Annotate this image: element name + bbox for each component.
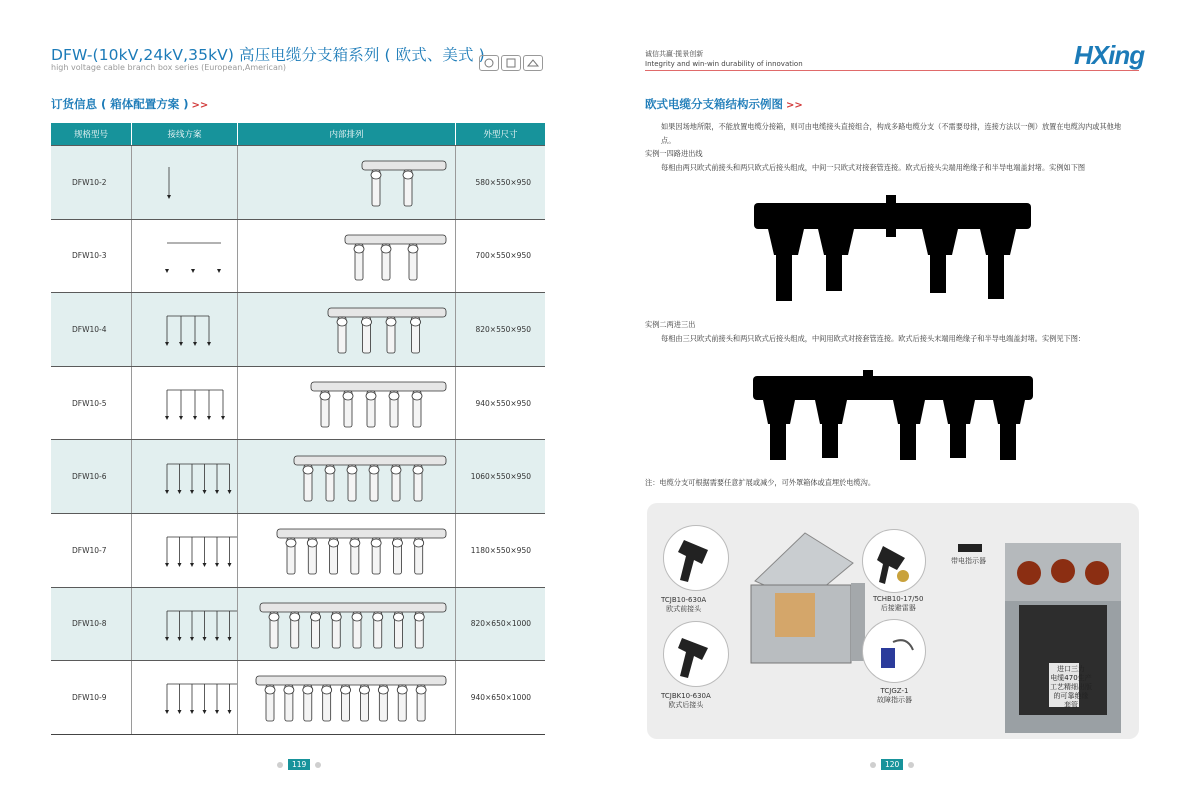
page-number: 120: [881, 759, 903, 770]
arrow-head: [177, 490, 181, 494]
arrow-head: [202, 637, 206, 641]
arrow-head: [165, 490, 169, 494]
table-row: [51, 292, 545, 366]
arrester-photo: [862, 529, 926, 593]
model-cell: DFW10-5: [51, 367, 132, 440]
connector-head: [325, 466, 335, 474]
indicator-device-icon: [957, 541, 983, 555]
page-number-left: [277, 759, 321, 770]
arrow-head: [227, 490, 231, 494]
model-cell: DFW10-8: [51, 588, 132, 661]
model-cell: DFW10-6: [51, 440, 132, 513]
connector-head: [412, 392, 422, 400]
arrow-head: [191, 269, 195, 273]
layout-cell: [238, 440, 456, 513]
intro-text: [645, 120, 1135, 174]
certification-icons: [479, 55, 543, 71]
section-title-ordering: [51, 96, 208, 112]
dimension-cell: 580×550×950: [475, 177, 531, 187]
arrow-head: [177, 637, 181, 641]
caption-line: TCJBK10-630A: [661, 692, 711, 700]
connector-head: [414, 613, 424, 621]
arrow-head: [190, 637, 194, 641]
connector-head: [369, 466, 379, 474]
wiring-cell: [132, 588, 238, 661]
layout-cell: [238, 588, 456, 661]
table-row: [51, 145, 545, 219]
dimension-cell: 1180×550×950: [470, 545, 531, 555]
caption-line: TCJGZ-1: [880, 687, 909, 695]
table-row: [51, 366, 545, 440]
arrow-head: [215, 490, 219, 494]
caption-line: 欧式后接头: [668, 701, 704, 709]
internal-layout-drawing: [242, 223, 452, 289]
internal-layout-drawing: [242, 149, 452, 215]
connector-head: [352, 613, 362, 621]
page-number: 119: [288, 759, 310, 770]
wiring-diagram: [133, 304, 237, 354]
layout-cell: [238, 367, 456, 440]
arrow-head: [215, 637, 219, 641]
model-cell: DFW10-9: [51, 661, 132, 734]
page-title: DFW-(10kV,24kV,35kV) 高压电缆分支箱系列 ( 欧式、美式 ): [51, 46, 485, 64]
dimension-cell: 700×550×950: [475, 251, 531, 261]
connector-head: [359, 686, 369, 694]
example1-desc: 每相由两只欧式前接头和两只欧式后接头组成，中间一只欧式对接套管连接。欧式后接头尖端用绝缘子和半导电端盖封堵。实例如下图: [661, 162, 1086, 172]
wiring-cell: [132, 440, 238, 513]
dimension-cell: 820×550×950: [475, 324, 531, 334]
arrow-head: [202, 490, 206, 494]
page-dot: [315, 762, 321, 768]
slogan-cn: 诚信共赢·揽景创新: [645, 50, 704, 58]
left-page: [0, 0, 595, 808]
busbar: [256, 676, 446, 685]
arrow-head: [165, 342, 169, 346]
header-divider: [645, 70, 1139, 71]
section-title-text: 欧式电缆分支箱结构示例图: [645, 97, 783, 111]
internal-layout-drawing: [242, 664, 452, 730]
connector-head: [303, 466, 313, 474]
arrow-head: [193, 416, 197, 420]
wiring-diagram: [133, 452, 237, 502]
product-photo-collage: [647, 503, 1139, 739]
header-wiring: 接线方案: [132, 123, 238, 145]
connector-head: [307, 539, 317, 547]
arrow-head: [221, 416, 225, 420]
note-text: 注：电缆分支可根据需要任意扩展或减少，可外罩箱体或直埋於电缆沟。: [645, 478, 876, 487]
arrow-head: [190, 490, 194, 494]
arrow-head: [177, 710, 181, 714]
page-dot: [277, 762, 283, 768]
caption-line: 电缆470生产: [1050, 674, 1092, 682]
example2-desc: 每相由三只欧式前接头和两只欧式后接头组成，中间用欧式对接套管连接。欧式后接头末端用绝缘子和半导电端盖封堵。实例见下图：: [661, 333, 1086, 343]
busbar: [345, 235, 446, 244]
example2-diagram: [753, 370, 1033, 464]
header-layout: 内部排列: [238, 123, 456, 145]
table-row: [51, 587, 545, 661]
header-model: 规格型号: [51, 123, 132, 145]
arrow-head: [165, 416, 169, 420]
page-subtitle: high voltage cable branch box series (European,American): [51, 63, 287, 72]
connector-head: [328, 539, 338, 547]
connector-head: [366, 392, 376, 400]
connector-head: [269, 613, 279, 621]
busbar: [294, 456, 446, 465]
table-header: [51, 123, 545, 145]
wiring-diagram: [133, 157, 237, 207]
connector-head: [283, 686, 293, 694]
busbar: [328, 308, 446, 317]
caption-line: TCJB10-630A: [661, 596, 707, 604]
wiring-cell: [132, 293, 238, 366]
arrow-head: [177, 563, 181, 567]
caption-line: 进口三力: [1057, 665, 1085, 673]
arrow-head: [167, 195, 171, 199]
connector-head: [337, 318, 347, 326]
connector-head: [340, 686, 350, 694]
wiring-cell: [132, 661, 238, 734]
arrow-head: [193, 342, 197, 346]
connector-head: [371, 171, 381, 179]
dimension-cell: 820×650×1000: [470, 619, 531, 629]
connector-head: [393, 613, 403, 621]
section-title-text: 订货信息 ( 箱体配置方案 ): [51, 97, 189, 111]
wiring-cell: [132, 514, 238, 587]
connector-head: [403, 171, 413, 179]
connector-head: [413, 466, 423, 474]
wiring-diagram: [133, 672, 237, 722]
busbar: [277, 529, 446, 538]
caption-line: 的可靠绝缘: [1053, 692, 1089, 700]
connector-head: [410, 318, 420, 326]
layout-cell: [238, 514, 456, 587]
certification-icon: [479, 55, 499, 71]
dimension-cell: 940×650×1000: [470, 692, 531, 702]
model-cell: DFW10-7: [51, 514, 132, 587]
dimension-cell: 940×550×950: [475, 398, 531, 408]
layout-cell: [238, 661, 456, 734]
arrow-head: [190, 563, 194, 567]
connector-head: [386, 318, 396, 326]
connector-head: [354, 245, 364, 253]
connector-head: [372, 613, 382, 621]
arrow-head: [217, 269, 221, 273]
connector-head: [389, 392, 399, 400]
table-row: [51, 513, 545, 587]
model-cell: DFW10-2: [51, 146, 132, 219]
layout-cell: [238, 220, 456, 293]
caption-line: TCHB10-17/50: [873, 595, 924, 603]
connector-head: [310, 613, 320, 621]
wiring-cell: [132, 367, 238, 440]
section-arrows: >>: [786, 100, 803, 111]
certification-icon: [523, 55, 543, 71]
section-title-structure: [645, 96, 803, 112]
front-connector-photo: [663, 525, 729, 591]
connector-head: [289, 613, 299, 621]
caption-line: 工艺精细出版: [1050, 683, 1092, 691]
front-connector-caption: [661, 596, 706, 614]
rear-connector-caption: [661, 692, 711, 710]
arrow-head: [190, 710, 194, 714]
connector-head: [361, 318, 371, 326]
connector-head: [408, 245, 418, 253]
fault-indicator-photo: [862, 619, 926, 683]
page-number-right: [870, 759, 914, 770]
arrow-head: [165, 563, 169, 567]
internal-layout-drawing: [242, 370, 452, 436]
certification-icon: [501, 55, 521, 71]
connector-head: [378, 686, 388, 694]
arrow-head: [202, 710, 206, 714]
example2-text: [645, 318, 1135, 345]
arrow-head: [215, 563, 219, 567]
arrow-head: [165, 269, 169, 273]
table-row: [51, 439, 545, 513]
inside-caption: [1050, 665, 1092, 710]
arrow-head: [227, 710, 231, 714]
connector-head: [392, 539, 402, 547]
arrow-head: [207, 342, 211, 346]
connector-head: [397, 686, 407, 694]
connector-head: [349, 539, 359, 547]
arrow-head: [215, 710, 219, 714]
fault-indicator-caption: [877, 687, 912, 705]
connector-head: [391, 466, 401, 474]
slogan-en: Integrity and win-win durability of innovation: [645, 60, 803, 68]
connector-head: [331, 613, 341, 621]
example1-title: 实例一四路进出线: [645, 149, 703, 158]
page-dot: [908, 762, 914, 768]
wiring-diagram: [133, 378, 237, 428]
model-cell: DFW10-3: [51, 220, 132, 293]
connector-head: [343, 392, 353, 400]
indicator-caption: 带电指示器: [951, 557, 986, 565]
example1-diagram: [754, 195, 1031, 303]
caption-line: 套管: [1064, 701, 1078, 709]
example2-title: 实例二两进三出: [645, 320, 696, 329]
arrow-head: [179, 416, 183, 420]
wiring-cell: [132, 220, 238, 293]
wiring-cell: [132, 146, 238, 219]
busbar: [362, 161, 446, 170]
intro-paragraph: 如果因场地所限，不能放置电缆分接箱，则可由电缆接头直接组合，构成多路电缆分支（不需要母排，连接方法以一例）放置在电缆沟内或其他地点。: [661, 122, 1122, 145]
page-dot: [870, 762, 876, 768]
internal-layout-drawing: [242, 296, 452, 362]
connector-head: [416, 686, 426, 694]
arrow-head: [207, 416, 211, 420]
header-dimension: 外型尺寸: [483, 130, 518, 140]
internal-layout-drawing: [242, 517, 452, 583]
right-page: [596, 0, 1191, 808]
arrow-head: [227, 637, 231, 641]
table-row: [51, 219, 545, 293]
busbar: [260, 603, 446, 612]
section-arrows: >>: [191, 100, 209, 111]
connector-head: [286, 539, 296, 547]
arrow-head: [165, 637, 169, 641]
connector-head: [265, 686, 275, 694]
arrow-head: [179, 342, 183, 346]
model-cell: DFW10-4: [51, 293, 132, 366]
connector-head: [413, 539, 423, 547]
table-row: [51, 660, 545, 734]
busbar: [311, 382, 446, 391]
arrow-head: [202, 563, 206, 567]
caption-line: 欧式前接头: [666, 605, 702, 613]
caption-line: 后接避雷器: [880, 604, 916, 612]
caption-line: 故障指示器: [877, 696, 912, 704]
layout-cell: [238, 293, 456, 366]
layout-cell: [238, 146, 456, 219]
connector-head: [381, 245, 391, 253]
config-table: [51, 123, 545, 735]
cabinet-photo: [745, 523, 869, 673]
dimension-cell: 1060×550×950: [470, 472, 531, 482]
brand-logo: HXing: [1074, 40, 1145, 70]
arrester-caption: [873, 595, 923, 613]
internal-layout-drawing: [242, 444, 452, 510]
arrow-head: [165, 710, 169, 714]
connector-head: [347, 466, 357, 474]
slogan: [645, 49, 803, 69]
connector-head: [321, 686, 331, 694]
internal-layout-drawing: [242, 591, 452, 657]
rear-connector-photo: [663, 621, 729, 687]
wiring-diagram: [133, 599, 237, 649]
connector-head: [302, 686, 312, 694]
arrow-head: [227, 563, 231, 567]
wiring-diagram: [133, 525, 237, 575]
connector-head: [371, 539, 381, 547]
connector-head: [320, 392, 330, 400]
wiring-diagram: [133, 231, 237, 281]
